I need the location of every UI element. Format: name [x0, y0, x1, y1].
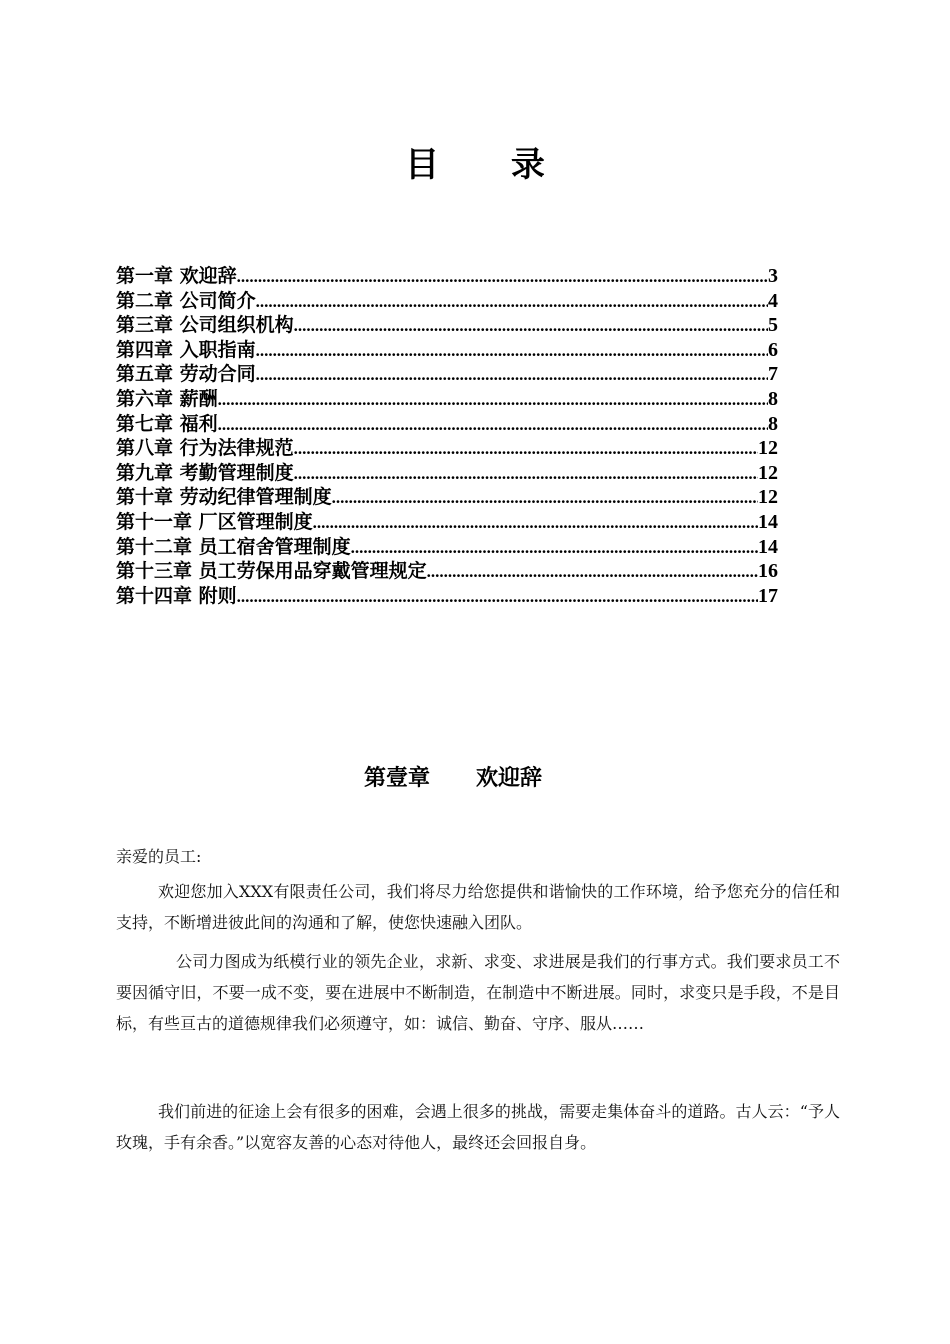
toc-title: 目 录 — [405, 145, 575, 185]
toc-dot-leader — [351, 536, 758, 560]
toc-entry-label: 第十章 劳动纪律管理制度 — [116, 486, 332, 509]
toc-page-number: 12 — [758, 486, 778, 509]
toc-entry-label: 第二章 公司简介 — [116, 289, 256, 312]
toc-page-number: 17 — [758, 584, 778, 607]
toc-page-number: 8 — [768, 387, 778, 410]
toc-page-number: 6 — [768, 338, 778, 361]
toc-entry-label: 第七章 福利 — [116, 412, 218, 435]
toc-page-number: 4 — [768, 289, 778, 312]
toc-page-number: 7 — [768, 363, 778, 386]
toc-entry-label: 第十二章 员工宿舍管理制度 — [116, 535, 351, 558]
toc-page-number: 16 — [758, 560, 778, 583]
paragraph-company-goal: 公司力图成为纸模行业的领先企业，求新、求变、求进展是我们的行事方式。我们要求员工不要因循守旧，不要一成不变，要在进展中不断制造，在制造中不断进展。同时，求变只是手段，不是目标，有些亘古的道德规律我们必须遵守，如：诚信、勤奋、守序、服从…… — [116, 952, 840, 1033]
toc-page-number: 12 — [758, 437, 778, 460]
toc-dot-leader — [332, 486, 758, 510]
toc-entry-11[interactable] — [116, 510, 778, 535]
toc-entry-label: 第四章 入职指南 — [116, 338, 256, 361]
toc-entry-6[interactable] — [116, 387, 778, 412]
toc-entry-9[interactable] — [116, 461, 778, 486]
toc-entry-5[interactable] — [116, 362, 778, 387]
toc-entry-label: 第一章 欢迎辞 — [116, 265, 237, 287]
toc-dot-leader — [218, 413, 768, 437]
toc-entry-label: 第八章 行为法律规范 — [116, 437, 294, 460]
toc-page-number: 8 — [768, 412, 778, 435]
toc-entry-4[interactable] — [116, 338, 778, 363]
toc-dot-leader — [237, 265, 768, 289]
table-of-contents — [116, 264, 778, 608]
toc-entry-10[interactable] — [116, 485, 778, 510]
toc-entry-8[interactable] — [116, 436, 778, 461]
toc-dot-leader — [218, 388, 768, 412]
toc-entry-label: 第十四章 附则 — [116, 584, 237, 607]
toc-page-number: 14 — [758, 535, 778, 558]
toc-entry-label: 第十一章 厂区管理制度 — [116, 510, 313, 533]
toc-entry-7[interactable] — [116, 412, 778, 437]
toc-entry-label: 第十三章 员工劳保用品穿戴管理规定 — [116, 560, 427, 583]
toc-dot-leader — [256, 290, 768, 314]
toc-entry-14[interactable] — [116, 584, 778, 609]
paragraph-welcome: 欢迎您加入XXX有限责任公司，我们将尽力给您提供和谐愉快的工作环境，给予您充分的信任和支持，不断增进彼此间的沟通和了解，使您快速融入团队。 — [116, 882, 840, 932]
toc-page-number: 3 — [768, 265, 778, 287]
toc-dot-leader — [294, 437, 758, 461]
toc-page-number: 14 — [758, 510, 778, 533]
toc-dot-leader — [294, 462, 758, 486]
toc-entry-2[interactable] — [116, 289, 778, 314]
toc-dot-leader — [294, 314, 768, 338]
paragraph-teamwork: 我们前进的征途上会有很多的困难，会遇上很多的挑战，需要走集体奋斗的道路。古人云：“予人玫瑰，手有余香。”以宽容友善的心态对待他人，最终还会回报自身。 — [116, 1102, 840, 1152]
toc-entry-1[interactable] — [116, 264, 778, 289]
toc-dot-leader — [256, 363, 768, 387]
toc-dot-leader — [427, 560, 758, 584]
toc-entry-label: 第三章 公司组织机构 — [116, 314, 294, 337]
toc-entry-13[interactable] — [116, 559, 778, 584]
toc-page-number: 5 — [768, 314, 778, 337]
toc-entry-12[interactable] — [116, 535, 778, 560]
toc-page-number: 12 — [758, 461, 778, 484]
toc-entry-label: 第六章 薪酬 — [116, 387, 218, 410]
toc-dot-leader — [313, 511, 758, 535]
toc-entry-label: 第九章 考勤管理制度 — [116, 461, 294, 484]
toc-dot-leader — [237, 585, 758, 609]
salutation: 亲爱的员工: — [116, 847, 202, 866]
chapter-heading: 第壹章 欢迎辞 — [364, 766, 542, 791]
toc-entry-3[interactable] — [116, 313, 778, 338]
toc-entry-label: 第五章 劳动合同 — [116, 363, 256, 386]
toc-dot-leader — [256, 339, 768, 363]
